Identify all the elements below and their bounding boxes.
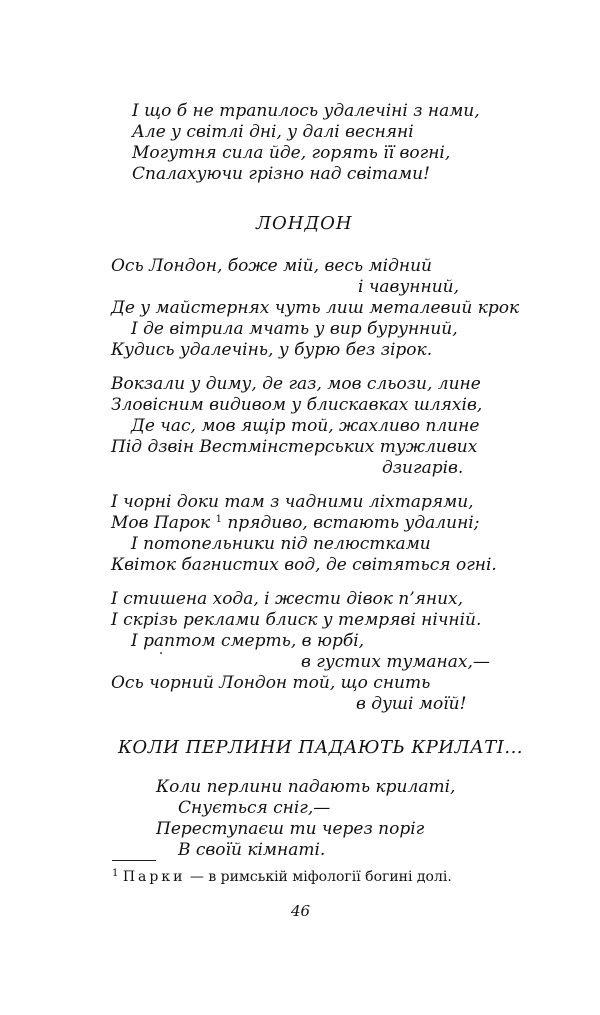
london-s3-line-2-b: прядиво, встають удалині; <box>227 513 480 533</box>
london-s4-line-3: І раптом смерть, в юрбі, <box>131 631 365 651</box>
london-s1-line-2: Де у майстернях чуть лиш металевий крок <box>111 298 520 318</box>
london-s4-line-1: І стишена хода, і жести дівок п’яних, <box>111 589 464 609</box>
london-s3-line-3: І потопельники під пелюстками <box>131 534 431 554</box>
london-s4-line-2: І скрізь реклами блиск у темряві нічній. <box>111 610 482 630</box>
london-s2-line-2: Зловісним видивом у блискавках шляхів, <box>111 395 483 415</box>
london-s2-line-3: Де час, мов ящір той, жахливо плине <box>131 416 480 436</box>
page-number: 46 <box>291 902 311 920</box>
london-s1-line-4: Кудись удалечінь, у бурю без зірок. <box>111 340 433 360</box>
london-s2-line-1: Вокзали у диму, де газ, мов сльози, лине <box>111 374 481 394</box>
london-s3-line-2 <box>111 512 479 534</box>
print-speck <box>160 652 162 654</box>
footnote-text: — в римській міфології богині долі. <box>189 869 452 885</box>
footnote <box>112 868 452 886</box>
london-s2-line-4: Під дзвін Вестмінстерських тужливих <box>111 437 478 457</box>
pearls-line-1: Коли перлини падають крилаті, <box>156 777 456 797</box>
poem-title-pearls: КОЛИ ПЕРЛИНИ ПАДАЮТЬ КРИЛАТІ... <box>118 737 524 758</box>
footnote-term: Парки <box>122 869 186 885</box>
london-s3-line-1: І чорні доки там з чадними ліхтарями, <box>111 492 474 512</box>
intro-line-1: І що б не трапилось удалечіні з нами, <box>132 101 480 121</box>
intro-line-4: Спалахуючи грізно над світами! <box>132 164 430 184</box>
pearls-line-3: Переступаєш ти через поріг <box>156 819 425 839</box>
london-s3-line-2-a: Мов Парок <box>111 513 211 533</box>
london-s4-line-4-cont: в душі моїй! <box>356 694 467 714</box>
london-s3-line-4: Квіток багнистих вод, де світяться огні. <box>111 555 497 575</box>
london-s1-line-1: Ось Лондон, боже мій, весь мідний <box>111 256 432 276</box>
footnote-marker-ref: 1 <box>215 514 222 525</box>
london-s1-line-1-cont: і чавунний, <box>358 277 460 297</box>
footnote-marker: 1 <box>112 868 119 879</box>
pearls-line-2: Снується сніг,— <box>178 798 331 818</box>
poem-title-london: ЛОНДОН <box>256 213 353 234</box>
intro-line-3: Могутня сила йде, горять її вогні, <box>132 143 451 163</box>
london-s1-line-3: І де вітрила мчать у вир бурунний, <box>131 319 458 339</box>
london-s2-line-4-cont: дзигарів. <box>382 458 464 478</box>
intro-line-2: Але у світлі дні, у далі весняні <box>132 122 414 142</box>
london-s4-line-3-cont: в густих туманах,— <box>301 652 490 672</box>
london-s4-line-4: Ось чорний Лондон той, що снить <box>111 673 431 693</box>
footnote-divider <box>112 860 156 861</box>
pearls-line-4: В своїй кімнаті. <box>178 840 326 860</box>
